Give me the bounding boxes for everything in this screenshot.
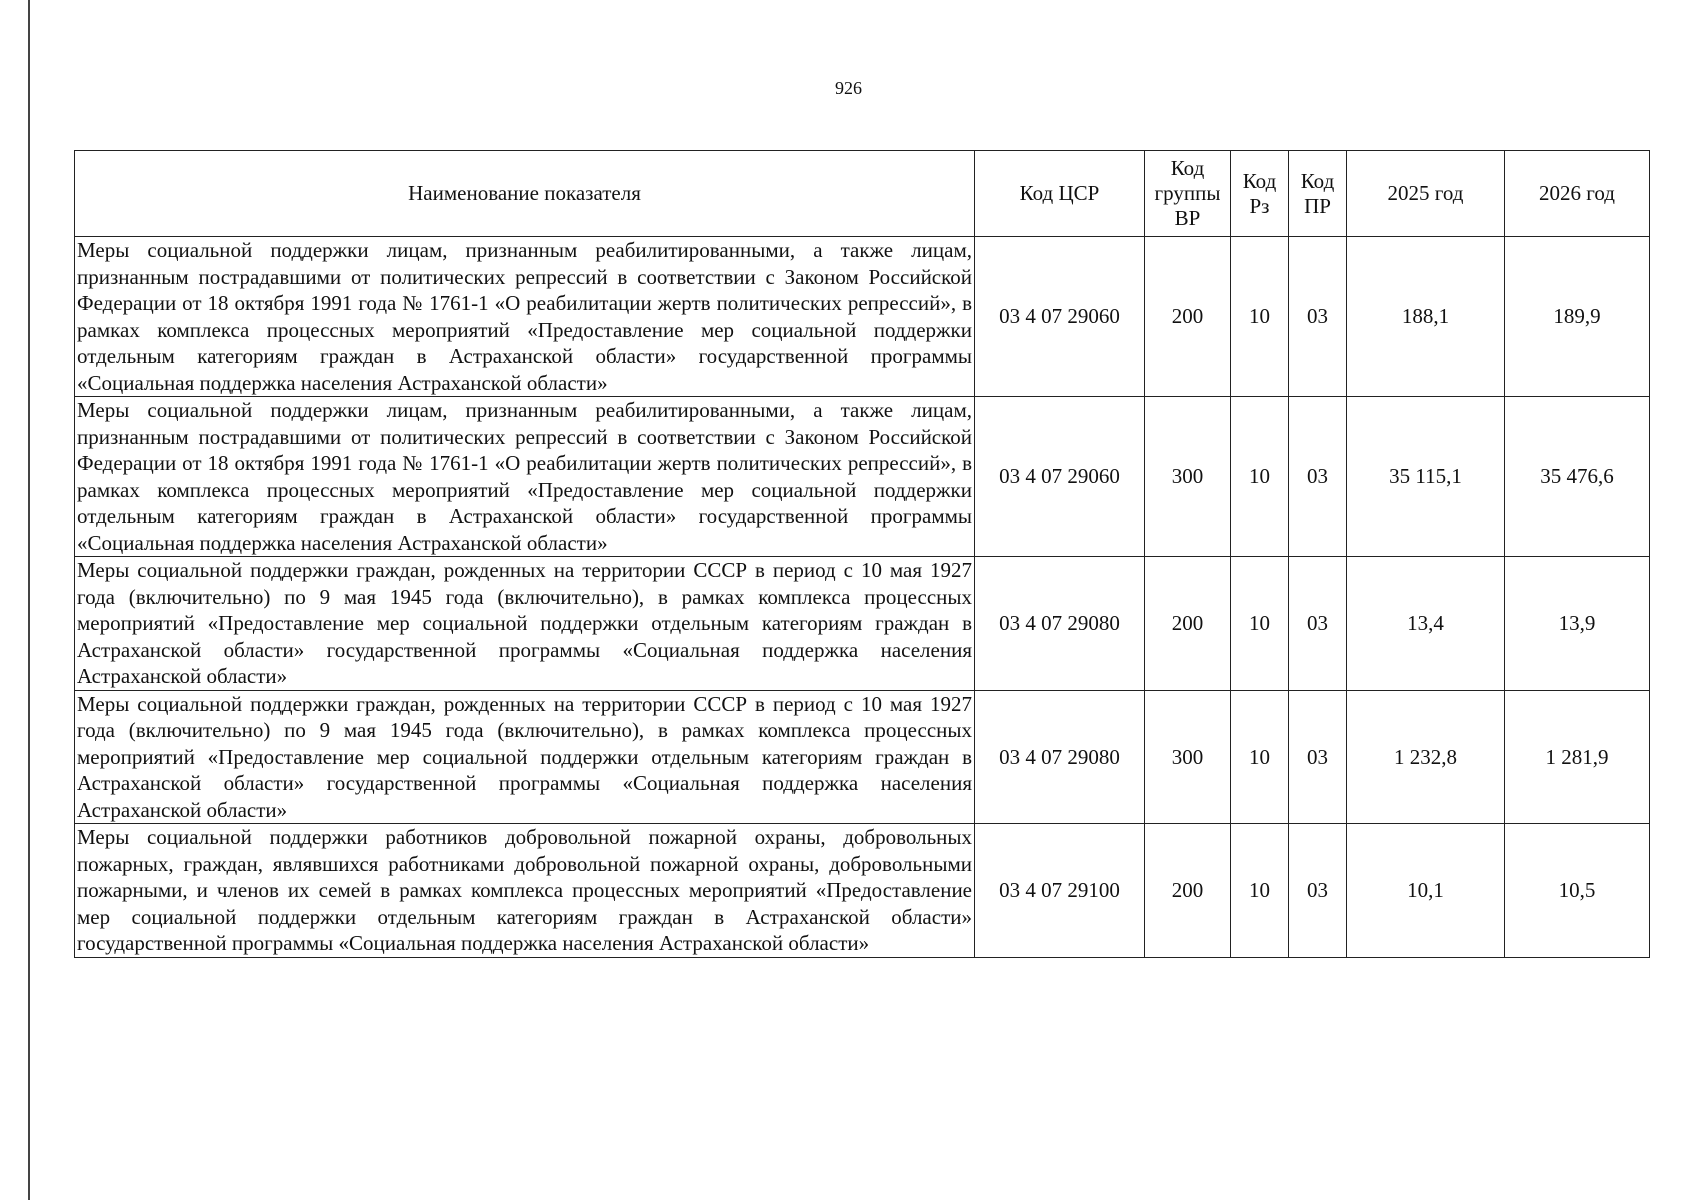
table-row: [75, 557, 1650, 691]
row-2025: 10,1: [1347, 824, 1505, 958]
row-2025: 35 115,1: [1347, 397, 1505, 557]
row-2026: 10,5: [1505, 824, 1650, 958]
row-2026: 189,9: [1505, 237, 1650, 397]
row-vr: 300: [1145, 690, 1231, 824]
table-row: [75, 824, 1650, 958]
header-rz: Код Рз: [1231, 151, 1289, 237]
row-name: Меры социальной поддержки работников добровольной пожарной охраны, добровольных пожарных, граждан, являвшихся работниками добровольной пожарной охраны, добровольными пожарными, и членов их семей в рамках комплекса процессных мероприятий «Предоставление мер социальной поддержки отдельным категориям граждан в Астраханской области» государственной программы «Социальная поддержка населения Астраханской области»: [75, 824, 975, 958]
page-number: 926: [835, 78, 862, 98]
row-rz: 10: [1231, 690, 1289, 824]
header-pr: Код ПР: [1289, 151, 1347, 237]
table-header: [75, 151, 1650, 237]
budget-table: [74, 150, 1650, 958]
row-vr: 200: [1145, 557, 1231, 691]
row-vr: 200: [1145, 237, 1231, 397]
table-row: [75, 237, 1650, 397]
row-name: Меры социальной поддержки лицам, признанным реабилитированными, а также лицам, признанным пострадавшими от политических репрессий в соответствии с Законом Российской Федерации от 18 октября 1991 года № 1761-1 «О реабилитации жертв политических репрессий», в рамках комплекса процессных мероприятий «Предоставление мер социальной поддержки отдельным категориям граждан в Астраханской области» государственной программы «Социальная поддержка населения Астраханской области»: [75, 237, 975, 397]
row-rz: 10: [1231, 237, 1289, 397]
page-margin-rule: [28, 0, 30, 1200]
row-csr: 03 4 07 29080: [975, 690, 1145, 824]
row-2025: 13,4: [1347, 557, 1505, 691]
row-pr: 03: [1289, 824, 1347, 958]
header-vr: Код группы ВР: [1145, 151, 1231, 237]
row-vr: 200: [1145, 824, 1231, 958]
row-2026: 35 476,6: [1505, 397, 1650, 557]
row-name: Меры социальной поддержки лицам, признанным реабилитированными, а также лицам, признанным пострадавшими от политических репрессий в соответствии с Законом Российской Федерации от 18 октября 1991 года № 1761-1 «О реабилитации жертв политических репрессий», в рамках комплекса процессных мероприятий «Предоставление мер социальной поддержки отдельным категориям граждан в Астраханской области» государственной программы «Социальная поддержка населения Астраханской области»: [75, 397, 975, 557]
header-csr: Код ЦСР: [975, 151, 1145, 237]
row-csr: 03 4 07 29080: [975, 557, 1145, 691]
row-pr: 03: [1289, 557, 1347, 691]
row-2025: 1 232,8: [1347, 690, 1505, 824]
row-rz: 10: [1231, 824, 1289, 958]
table-body: [75, 237, 1650, 958]
row-pr: 03: [1289, 397, 1347, 557]
row-rz: 10: [1231, 397, 1289, 557]
row-name: Меры социальной поддержки граждан, рожденных на территории СССР в период с 10 мая 1927 года (включительно) по 9 мая 1945 года (включительно), в рамках комплекса процессных мероприятий «Предоставление мер социальной поддержки отдельным категориям граждан в Астраханской области» государственной программы «Социальная поддержка населения Астраханской области»: [75, 690, 975, 824]
header-name: Наименование показателя: [75, 151, 975, 237]
header-2026: 2026 год: [1505, 151, 1650, 237]
row-vr: 300: [1145, 397, 1231, 557]
row-rz: 10: [1231, 557, 1289, 691]
row-csr: 03 4 07 29060: [975, 237, 1145, 397]
row-2025: 188,1: [1347, 237, 1505, 397]
table-row: [75, 690, 1650, 824]
table-row: [75, 397, 1650, 557]
header-row: [75, 151, 1650, 237]
row-pr: 03: [1289, 237, 1347, 397]
row-csr: 03 4 07 29060: [975, 397, 1145, 557]
row-2026: 13,9: [1505, 557, 1650, 691]
row-csr: 03 4 07 29100: [975, 824, 1145, 958]
header-2025: 2025 год: [1347, 151, 1505, 237]
row-pr: 03: [1289, 690, 1347, 824]
row-2026: 1 281,9: [1505, 690, 1650, 824]
row-name: Меры социальной поддержки граждан, рожденных на территории СССР в период с 10 мая 1927 года (включительно) по 9 мая 1945 года (включительно), в рамках комплекса процессных мероприятий «Предоставление мер социальной поддержки отдельным категориям граждан в Астраханской области» государственной программы «Социальная поддержка населения Астраханской области»: [75, 557, 975, 691]
